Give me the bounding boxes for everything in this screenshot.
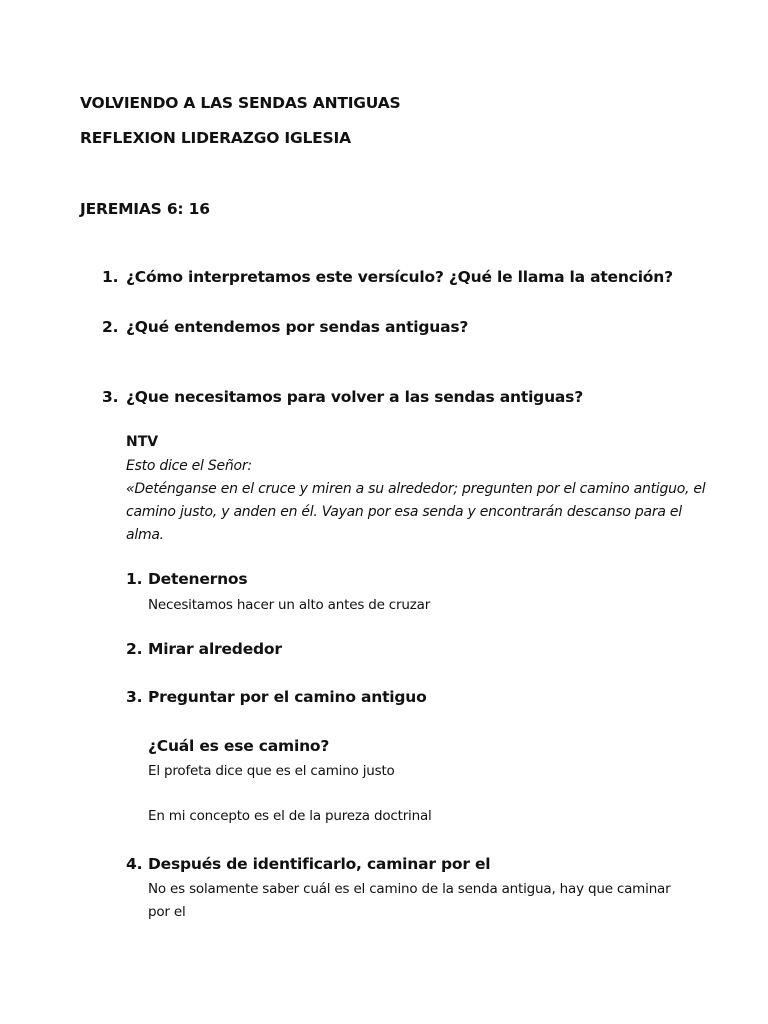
step-title: Preguntar por el camino antiguo: [148, 688, 427, 706]
step-number: 4.: [126, 855, 143, 873]
step-1: [126, 570, 247, 588]
question-3: [102, 388, 583, 406]
question-number: 1.: [102, 268, 119, 286]
verse-text: «Deténganse en el cruce y miren a su alrededor; pregunten por el camino antiguo, el camino justo, y anden en él. Vayan por esa senda y encontrarán descanso para el alma.: [126, 481, 706, 543]
subsection-note-1: El profeta dice que es el camino justo: [148, 763, 395, 779]
scripture-reference: JEREMIAS 6: 16: [80, 200, 210, 218]
question-text: ¿Qué entendemos por sendas antiguas?: [126, 318, 469, 336]
bible-version-label: NTV: [126, 434, 159, 450]
question-text: ¿Cómo interpretamos este versículo? ¿Qué le llama la atención?: [126, 268, 673, 286]
document-title: VOLVIENDO A LAS SENDAS ANTIGUAS: [80, 94, 401, 112]
step-1-note: Necesitamos hacer un alto antes de cruzar: [148, 597, 431, 613]
step-number: 2.: [126, 640, 143, 658]
step-2: [126, 640, 282, 658]
step-title: Mirar alrededor: [148, 640, 282, 658]
question-number: 2.: [102, 318, 119, 336]
question-text: ¿Que necesitamos para volver a las sendas antiguas?: [126, 388, 583, 406]
step-number: 3.: [126, 688, 143, 706]
question-1: [102, 268, 673, 286]
verse-quote: [126, 455, 706, 547]
subsection-heading: ¿Cuál es ese camino?: [148, 737, 330, 755]
step-4-note: No es solamente saber cuál es el camino de la senda antigua, hay que caminar por el: [148, 881, 671, 920]
step-title: Después de identificarlo, caminar por el: [148, 855, 491, 873]
question-number: 3.: [102, 388, 119, 406]
step-number: 1.: [126, 570, 143, 588]
question-2: [102, 318, 468, 336]
subsection-note-2: En mi concepto es el de la pureza doctrinal: [148, 808, 432, 824]
step-4: [126, 855, 490, 873]
verse-intro: Esto dice el Señor:: [126, 458, 252, 474]
step-title: Detenernos: [148, 570, 248, 588]
step-3: [126, 688, 427, 706]
document-subtitle: REFLEXION LIDERAZGO IGLESIA: [80, 129, 351, 147]
